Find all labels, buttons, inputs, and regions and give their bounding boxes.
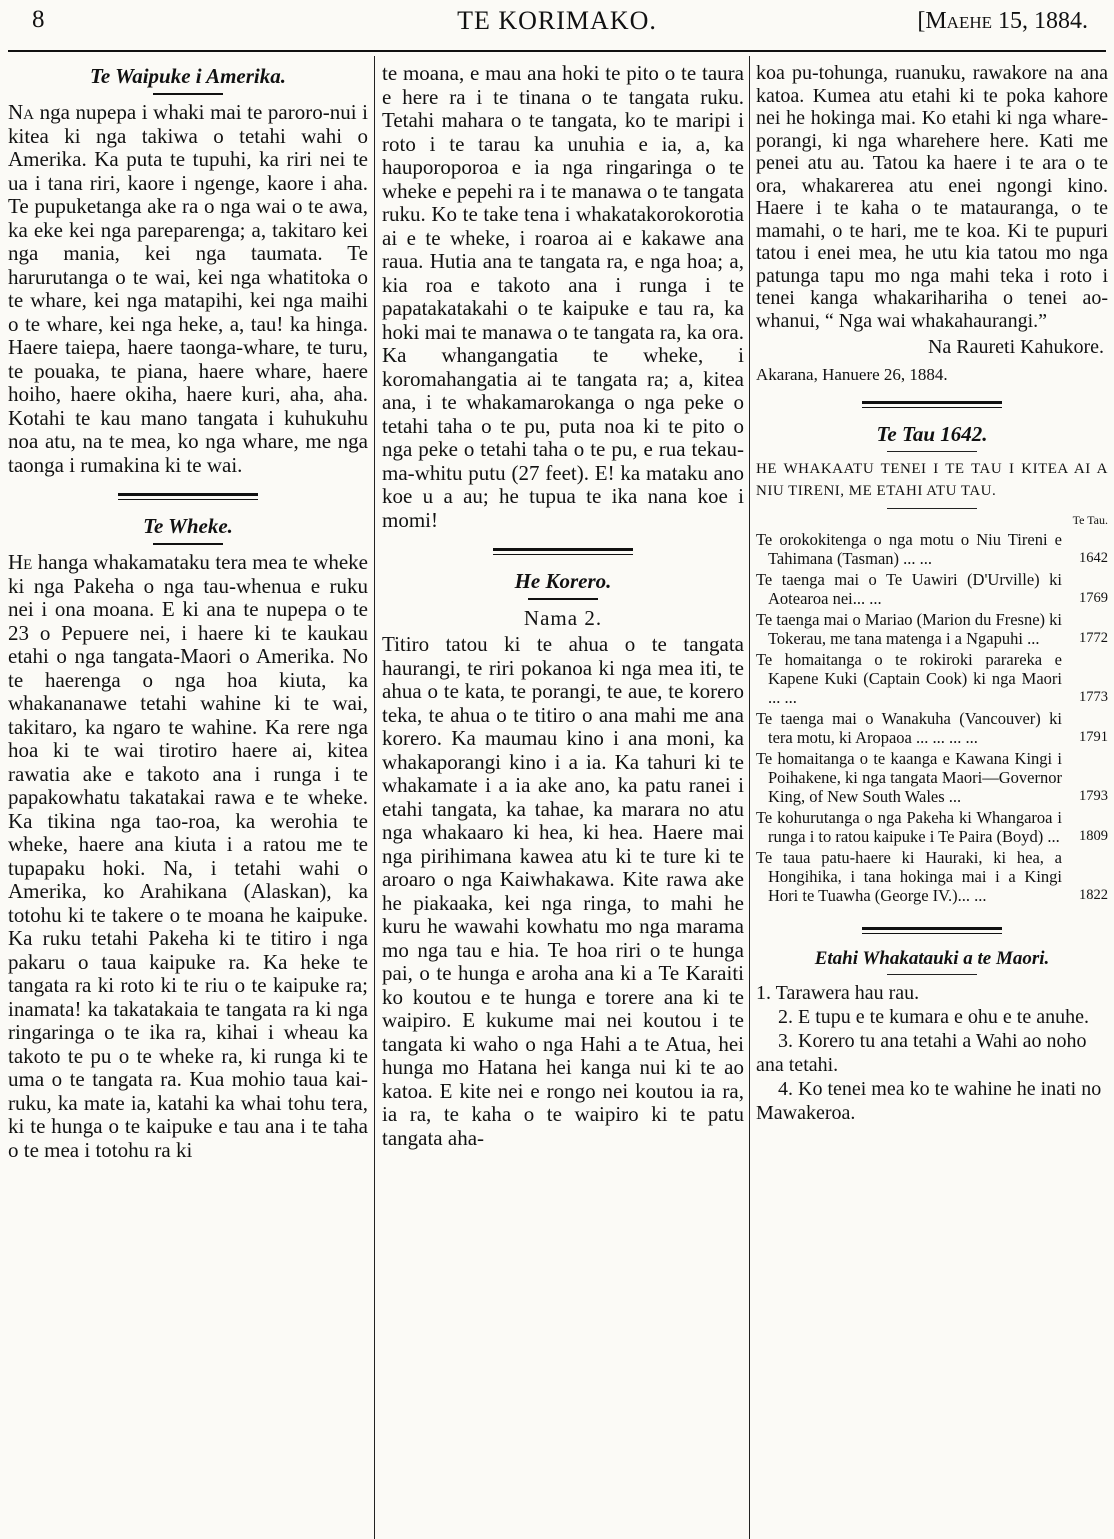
column-1 xyxy=(8,62,368,1539)
article-title: Te Wheke. xyxy=(143,514,233,538)
article-body xyxy=(8,551,368,1162)
timeline-year: 1822 xyxy=(1079,887,1108,903)
newspaper-title: TE KORIMAKO. xyxy=(457,6,657,35)
timeline-row xyxy=(756,808,1108,846)
proverb-item: 1. Tarawera hau rau. xyxy=(756,982,920,1004)
place-date: Akarana, Hanuere 26, 1884. xyxy=(756,365,948,384)
article-subtitle: Nama 2. xyxy=(523,606,603,630)
article-text: hanga whakamataku tera mea te wheke ki nga Pakeha o nga tau-whenua e ruku nei i ona moana. E ki ana te nupepa o te 23 o Pepuere nei, i haere ki te kaukau etahi o nga tangata-Maori o Amerika. No te haerenga o nga hoa kiuta, ka whakananawe tetahi wahine ki te wai, takitaro, ka ngaro te wahine. Ka rere nga hoa ki te wai tirotiro haere ai, kitea rawatia ake e takoto ana i runga i te papakowhatu takatakai rawa e te wheke. Ka tikina nga tao-roa, ka werohia te wheke, haere ana kiuta i a ratou me te tupapaku hoki. Na, i tetahi wahi o Amerika, ko Arahikana (Alaskan), ka totohu ki te takere o te moana he kaipuke. Ka ruku tetahi Pakeha ki te titiro i nga pakaru o taua kaipuke ra. Ka heke te tangata ra ki roto ki te riu o te kaipuke ra; inamata! ka takatakaia te tangata ra ki nga ringaringa o te ika ra, kihai i wheau ka takoto te pu o te wheke ra, ki runga ki te uma o te tangata ra. Kua mohio taua kai-ruku, ka mate ia, katahi ka whai tohu tera, ki te hunga o te kaipuke e tau ana i te taha o te mea i totohu ra ki xyxy=(8,550,368,1162)
article-title: Te Waipuke i Amerika. xyxy=(89,64,286,88)
column-divider xyxy=(374,56,375,1539)
timeline-year: 1772 xyxy=(1079,630,1108,646)
column-divider xyxy=(749,56,750,1539)
header-rule xyxy=(8,50,1106,52)
timeline-event: Te homaitanga o te kaanga e Kawana Kingi i Poihakene, ki nga tangata Maori—Governor King, of New South Wales ... xyxy=(756,749,1062,806)
timeline-year: 1642 xyxy=(1079,550,1108,566)
timeline-year: 1793 xyxy=(1079,788,1108,804)
article-title: Te Tau 1642. xyxy=(876,422,988,446)
issue-date: [Maehe 15, 1884. xyxy=(917,8,1088,34)
timeline-event: Te taenga mai o Mariao (Marion du Fresne) ki Tokerau, me tana matenga i a Ngapuhi ... xyxy=(756,610,1062,648)
timeline-table xyxy=(756,530,1108,905)
page-header xyxy=(0,0,1114,52)
timeline-row xyxy=(756,570,1108,608)
proverb-list xyxy=(756,981,1108,1125)
article-title: He Korero. xyxy=(514,569,612,593)
title-rule xyxy=(887,451,977,452)
timeline-event: Te taua patu-haere ki Hauraki, ki hea, a Hongihika, i tana hokinga mai i a Kingi Hori te Tuawha (George IV.)... ... xyxy=(756,848,1062,905)
proverb-item: 2. E tupu e te kumara e ohu e te anuhe. xyxy=(778,1006,1089,1028)
article-body: Titiro tatou ki te ahua o te tangata haurangi, te riri pokanoa ki nga mea iti, te ahua o te kata, te porangi, te aue, te korero teka, te ahua o te titiro o ana mahi me ana korero. Ka maumau kino i ana moni, ka whakaporangi kino i a ia. Ka tahuri ki te whakamate i a ia ake ano, ka patu ranei i etahi tangata, ka tahae, ka marara no atu nga whakaaro ki hea, ki hea. Haere mai nga pirihimana kawea atu ki te ture ki te aroaro o nga Kaiwhakawa. Kite rawa ake he piakaaka, kei nga ringa, to mahi he kuru he wawahi kowhatu mo nga marama mo nga tau e hia. Te hoa riri o te hunga pai, o te hunga e aroha ana ki a Te Karaiti ko koutou e te hunga e torere ana ki te waipiro. E kukume mai nei koutou i te tangata ki waho o nga Hahi a te Atua, hei hunga mo Hatana hei kanga nui ki te ao katoa. E kite nei e rongo nei koutou ia ra, ia ra, te kaha o te waipiro ki te patu tangata aha- xyxy=(382,632,744,1150)
title-rule xyxy=(887,974,977,975)
article-continuation: koa pu-tohunga, ruanuku, rawakore na ana katoa. Kumea atu etahi ki te poka kahore nei he hokinga mai. Ko etahi ki nga whare-porangi, ki nga wharehere here. Kati me penei atu au. Tatou ka haere i te ara o te ora, whakarerea atu enei ngongi kino. Haere i te kaha o te matauranga, o te mamahi, o te hari, me te koa. Ki te pupuri tatou i enei mea, he utu kia tatou mo nga patunga tapu mo nga mahi teka i roto i tenei kanga whakarihariha o tenei ao-whanui, “ Nga wai whakahaurangi.” xyxy=(756,62,1108,332)
timeline-year: 1773 xyxy=(1079,689,1108,705)
page-number: 8 xyxy=(32,6,45,33)
column-2 xyxy=(382,62,744,1539)
article-body xyxy=(8,101,368,477)
timeline-year: 1809 xyxy=(1079,828,1108,844)
proverb-item: 4. Ko tenei mea ko te wahine he inati no Mawakeroa. xyxy=(756,1078,1102,1124)
timeline-intro: HE WHAKAATU TENEI I TE TAU I KITEA AI A NIU TIRENI, ME ETAHI ATU TAU. xyxy=(756,461,1108,499)
timeline-year: 1769 xyxy=(1079,590,1108,606)
timeline-row xyxy=(756,650,1108,707)
title-rule xyxy=(887,508,977,509)
timeline-event: Te taenga mai o Te Uawiri (D'Urville) ki Aotearoa nei... ... xyxy=(756,570,1062,608)
title-rule xyxy=(153,543,223,545)
article-dropcap: Na xyxy=(8,100,34,124)
section-divider xyxy=(862,927,1002,934)
timeline-row xyxy=(756,709,1108,747)
timeline-column-header: Te Tau. xyxy=(1072,513,1108,527)
article-title: Etahi Whakatauki a te Maori. xyxy=(814,948,1050,969)
timeline-year: 1791 xyxy=(1079,729,1108,745)
article-continuation: te moana, e mau ana hoki te pito o te taura e here ra i te tinana o te tangata ruku. Tetahi mahara o te tangata, ko te maripi i roto i te tarau ka unuhia e ia, a, ka hauporoporoa e ia nga ringaringa o te wheke e pepehi ra i te manawa o te tangata ruku. Ko te take tena i whakatakorokorotia ai e te wheke, i roaroa ai e kakawe ana raua. Hutia ana te tangata ra, e nga hoa; a, kia roa e takoto ana i runga i te papatakatakahi o te kaipuke e tau ra, ka hoki mai te manawa o te tangata ra, ka ora. Ka whangangatia te wheke, i koromahangatia ai te tangata ra; a, kitea ana, i te whakamarokanga o nga peke o tetahi taha o te pu, puta noa ki te pito o nga peke o tetahi taha o te pu, e rua tekau-ma-whitu putu (27 feet). E! ka mataku ano koe u a au; he tupua te ika nana koe i momi! xyxy=(382,62,744,532)
title-rule xyxy=(528,598,598,600)
timeline-event: Te orokokitenga o nga motu o Niu Tireni e Tahimana (Tasman) ... ... xyxy=(756,530,1062,568)
article-dropcap: He xyxy=(8,550,33,574)
author-signature: Na Raureti Kahukore. xyxy=(927,336,1104,358)
timeline-event: Te homaitanga o te rokiroki parareka e Kapene Kuki (Captain Cook) ki nga Maori ... ... xyxy=(756,650,1062,707)
section-divider xyxy=(118,493,258,500)
timeline-row xyxy=(756,848,1108,905)
column-3 xyxy=(756,62,1108,1539)
timeline-event: Te kohurutanga o nga Pakeha ki Whangaroa i runga i to ratou kaipuke i Te Paira (Boyd) ... xyxy=(756,808,1062,846)
article-text: nga nupepa i whaki mai te paroro-nui i kitea ki nga takiwa o tetahi wahi o Amerika. Ka puta te tupuhi, ka riri nei te ua i tana riri, kaore i ngenge, kaore i aha. Te pupuketanga ake ra o nga wai o te awa, ka eke kei nga pareparenga; a, takitaro kei nga mania, kei nga taumata. Te harurutanga o te wai, kei nga whatitoka o te whare, kei nga matapihi, kei nga maihi o te whare, kei nga heke, a, tau! ka hinga. Haere taiepa, haere taonga-whare, te turu, te pouaka, te piana, haere whare, haere hoiho, haere okiha, haere kuri, aha, aha. Kotahi te kau mano tangata i kuhukuhu noa atu, na te mea, ko nga whare, me nga taonga i rumakina ki te wai. xyxy=(8,100,368,477)
timeline-event: Te taenga mai o Wanakuha (Vancouver) ki tera motu, ki Aropaoa ... ... ... ... xyxy=(756,709,1062,747)
title-rule xyxy=(153,93,223,95)
section-divider xyxy=(862,401,1002,408)
section-divider xyxy=(493,548,633,555)
proverb-item: 3. Korero tu ana tetahi a Wahi ao noho ana tetahi. xyxy=(756,1030,1087,1076)
timeline-row xyxy=(756,610,1108,648)
timeline-row xyxy=(756,530,1108,568)
timeline-row xyxy=(756,749,1108,806)
